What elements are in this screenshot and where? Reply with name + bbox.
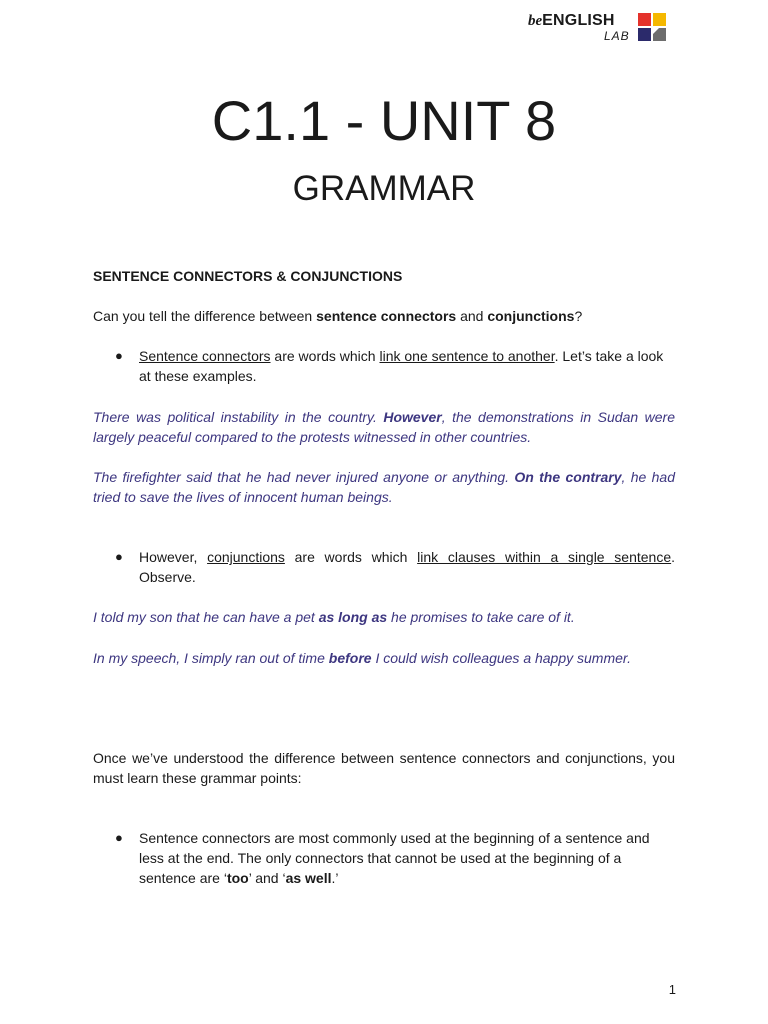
example3-conjunction: as long as	[318, 609, 388, 625]
example4-text-end: I could wish colleagues a happy summer.	[371, 650, 631, 666]
logo-squares-icon	[638, 13, 668, 43]
bullet2-text: However,	[139, 549, 208, 565]
example2-text: The firefighter said that he had never injured anyone or anything.	[93, 469, 515, 485]
bullet-conjunctions-definition	[139, 547, 675, 587]
page-title: C1.1 - UNIT 8	[211, 89, 557, 152]
bullet-glyph: ●	[115, 348, 123, 363]
intro-text-end: ?	[574, 308, 583, 324]
bullet3-text-end: .’	[331, 870, 339, 886]
bullet2-text-end: . Observe.	[139, 549, 676, 585]
bullet-glyph: ●	[115, 830, 123, 845]
logo-english: ENGLISH	[542, 12, 615, 29]
example4-text: In my speech, I simply ran out of time	[93, 650, 329, 666]
example-before	[93, 648, 675, 668]
term-conjunctions: conjunctions	[207, 549, 285, 565]
bullet2-text-mid: are words which	[284, 549, 418, 565]
example1-text: There was political instability in the country.	[93, 409, 384, 425]
logo-square-gray	[653, 28, 666, 41]
logo-square-navy	[638, 28, 651, 41]
example-however	[93, 407, 675, 447]
bullet-glyph: ●	[115, 549, 123, 564]
page-number: 1	[668, 982, 676, 997]
logo-square-yellow	[653, 13, 666, 26]
bullet-connectors-definition	[139, 346, 675, 386]
be-english-lab-logo	[526, 12, 676, 44]
bullet1-text-end: . Let’s take a look at these examples.	[139, 348, 664, 384]
logo-wordmark	[528, 12, 615, 30]
example4-conjunction: before	[328, 650, 372, 666]
example3-text-end: he promises to take care of it.	[387, 609, 575, 625]
term-sentence-connectors: Sentence connectors	[139, 348, 271, 364]
term-as-well: as well	[285, 870, 332, 886]
example2-connector: On the contrary	[514, 469, 622, 485]
bullet1-text: are words which	[270, 348, 380, 364]
example3-text: I told my son that he can have a pet	[93, 609, 319, 625]
logo-be: be	[528, 13, 543, 29]
example1-text-end: , the demonstrations in Sudan were largely peaceful compared to the protests witnessed in other countries.	[93, 409, 675, 445]
page-subtitle: GRAMMAR	[292, 169, 476, 208]
intro-term-connectors: sentence connectors	[316, 308, 457, 324]
intro-question	[93, 306, 675, 326]
intro-term-conjunctions: conjunctions	[487, 308, 575, 324]
example-as-long-as	[93, 607, 675, 627]
logo-square-red	[638, 13, 651, 26]
bullet-connector-position-rule	[139, 828, 675, 888]
section-heading: SENTENCE CONNECTORS & CONJUNCTIONS	[93, 268, 403, 284]
example-on-the-contrary	[93, 467, 675, 507]
term-link-clauses: link clauses within a single sentence	[417, 549, 672, 565]
example2-text-end: , he had tried to save the lives of innocent human beings.	[93, 469, 676, 505]
outro-paragraph: Once we’ve understood the difference between sentence connectors and conjunctions, you must learn these grammar points:	[93, 750, 675, 786]
intro-text: Can you tell the difference between	[93, 308, 317, 324]
bullet3-text-mid: ’ and ‘	[248, 870, 286, 886]
term-too: too	[226, 870, 249, 886]
example1-connector: However	[383, 409, 442, 425]
term-link-sentences: link one sentence to another	[379, 348, 555, 364]
bullet3-text: Sentence connectors are most commonly used at the beginning of a sentence and less at the end. The only connectors that cannot be used at the beginning of a sentence are ‘	[139, 830, 650, 886]
logo-lab: LAB	[604, 29, 630, 43]
intro-text-mid: and	[456, 308, 488, 324]
